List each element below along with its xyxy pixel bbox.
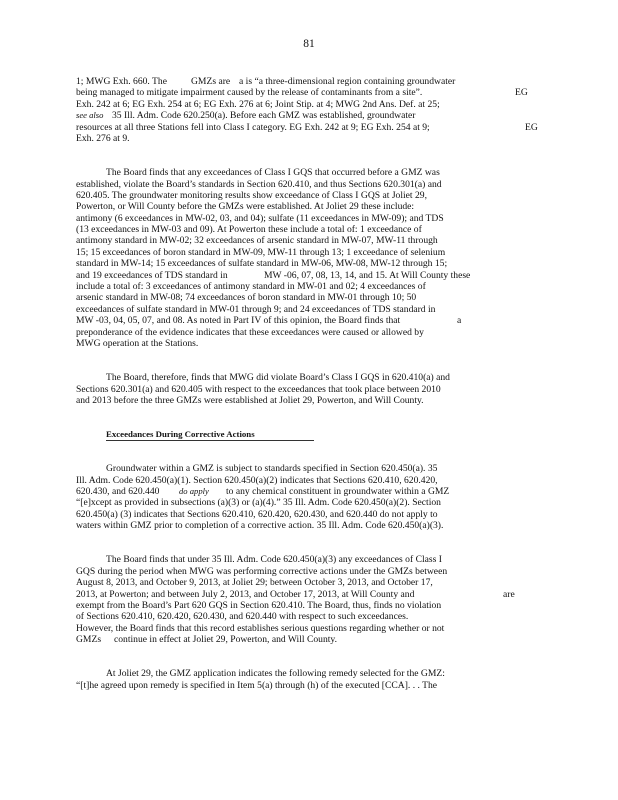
text-fragment: waters within GMZ prior to completion of a corrective action. 35 Ill. Adm. Code 620.450(a)(3).: [76, 520, 444, 532]
text-fragment: 620.450(a) (3) indicates that Sections 620.410, 620.420, 620.430, and 620.440 do not apply to: [76, 508, 438, 520]
text-fragment: 620.405. The groundwater monitoring results show exceedance of Class I GQS at Joliet 29,: [76, 189, 427, 201]
paragraph-6: [76, 668, 546, 691]
text-line: [76, 634, 546, 645]
text-fragment: arsenic standard in MW-08; 74 exceedances of boron standard in MW-01 through 10; 50: [76, 292, 417, 304]
text-line: [76, 520, 546, 531]
text-line: [76, 463, 546, 474]
text-fragment: The Board finds that any exceedances of Class I GQS that occurred before a GMZ was: [106, 167, 440, 179]
text-line: [76, 372, 546, 383]
italic-fragment: see also: [76, 110, 104, 121]
text-line: [76, 611, 546, 622]
text-fragment: being managed to mitigate impairment caused by the release of contaminants from a site”.: [76, 87, 423, 99]
text-line: [76, 190, 546, 201]
text-fragment: are: [503, 588, 515, 600]
text-line: [76, 395, 546, 406]
text-line: [76, 224, 546, 235]
text-line: [76, 668, 546, 679]
heading-underline: [106, 440, 314, 441]
text-fragment: GMZs are: [191, 76, 231, 87]
text-fragment: include a total of: 3 exceedances of antimony standard in MW-01 and 02; 4 exceedances of: [76, 281, 426, 293]
body-text: [76, 76, 546, 691]
text-fragment: continue in effect at Joliet 29, Powerton, and Will County.: [114, 634, 337, 646]
text-fragment: 35 Ill. Adm. Code 620.250(a). Before each GMZ was established, groundwater: [112, 110, 416, 122]
text-fragment: antimony standard in MW-02; 32 exceedances of arsenic standard in MW-07, MW-11 through: [76, 235, 438, 247]
text-line: [76, 213, 546, 224]
text-fragment: 1; MWG Exh. 660. The: [76, 76, 167, 87]
text-line: [76, 577, 546, 588]
paragraph-2: [76, 167, 546, 349]
text-line: [76, 589, 546, 600]
text-fragment: GQS during the period when MWG was performing corrective actions under the GMZs between: [76, 565, 448, 577]
text-line: [76, 315, 546, 326]
text-fragment: 620.430, and 620.440: [76, 486, 160, 498]
text-fragment: At Joliet 29, the GMZ application indicates the following remedy selected for the GMZ:: [106, 668, 445, 680]
section-heading-text: Exceedances During Corrective Actions: [106, 429, 255, 440]
text-fragment: of Sections 620.410, 620.420, 620.430, and 620.440 with respect to such exceedances.: [76, 611, 409, 623]
text-line: [76, 247, 546, 258]
text-line: [76, 327, 546, 338]
paragraph-5: [76, 554, 546, 645]
text-fragment: The Board, therefore, finds that MWG did violate Board’s Class I GQS in 620.410(a) and: [106, 372, 450, 384]
text-fragment: Sections 620.301(a) and 620.405 with respect to the exceedances that took place between 2010: [76, 383, 441, 395]
text-line: [76, 623, 546, 634]
text-line: [76, 338, 546, 349]
text-line: [76, 76, 546, 87]
text-line: [76, 258, 546, 269]
text-line: [76, 167, 546, 178]
text-fragment: a: [457, 315, 462, 327]
text-fragment: August 8, 2013, and October 9, 2013, at Joliet 29; between October 3, 2013, and October 17,: [76, 577, 433, 589]
text-line: [76, 201, 546, 212]
text-fragment: established, violate the Board’s standards in Section 620.410, and thus Sections 620.301(a) and: [76, 178, 442, 190]
italic-fragment: do apply: [179, 486, 209, 497]
text-fragment: GMZs: [76, 634, 102, 646]
text-line: [76, 87, 546, 98]
text-line: [76, 566, 546, 577]
text-fragment: to any chemical constituent in groundwater within a GMZ: [226, 486, 450, 498]
paragraph-1: [76, 76, 546, 144]
text-fragment: resources at all three Stations fell into Class I category. EG Exh. 242 at 9; EG Exh. 254 at 9;: [76, 121, 430, 133]
text-fragment: MW -03, 04, 05, 07, and 08. As noted in Part IV of this opinion, the Board finds that: [76, 315, 401, 327]
text-line: [76, 497, 546, 508]
text-fragment: Exh. 276 at 9.: [76, 132, 130, 144]
text-fragment: MWG operation at the Stations.: [76, 337, 199, 349]
paragraph-3: [76, 372, 546, 406]
text-fragment: preponderance of the evidence indicates that these exceedances were caused or allowed by: [76, 326, 424, 338]
text-line: [76, 133, 546, 144]
text-fragment: Ill. Adm. Code 620.450(a)(1). Section 620.450(a)(2) indicates that Sections 620.410, 620.420,: [76, 474, 438, 486]
text-line: [76, 600, 546, 611]
paragraph-4: [76, 463, 546, 531]
text-fragment: MW -06, 07, 08, 13, 14, and 15. At Will County these: [264, 269, 471, 281]
text-fragment: a is “a three-dimensional region containing groundwater: [239, 76, 456, 87]
text-fragment: Groundwater within a GMZ is subject to standards specified in Section 620.450(a). 35: [106, 463, 438, 475]
text-fragment: “[e]xcept as provided in subsections (a)(3) or (a)(4).” 35 Ill. Adm. Code 620.450(a)(2). Section: [76, 497, 441, 509]
text-fragment: exceedances of sulfate standard in MW-01 through 9; and 24 exceedances of TDS standard in: [76, 303, 436, 315]
text-fragment: and 19 exceedances of TDS standard in: [76, 269, 228, 281]
text-fragment: 2013, at Powerton; and between July 2, 2013, and October 17, 2013, at Will County and: [76, 588, 415, 600]
text-fragment: antimony (6 exceedances in MW-02, 03, and 04); sulfate (11 exceedances in MW-09); and TDS: [76, 212, 444, 224]
text-line: [76, 486, 546, 497]
text-line: [76, 179, 546, 190]
text-line: [76, 475, 546, 486]
text-line: [76, 99, 546, 110]
text-line: [76, 304, 546, 315]
page-number: 81: [303, 38, 315, 50]
text-fragment: exempt from the Board’s Part 620 GQS in Section 620.410. The Board, thus, finds no violation: [76, 599, 442, 611]
text-line: [76, 509, 546, 520]
text-fragment: standard in MW-14; 15 exceedances of sulfate standard in MW-06, MW-08, MW-12 through 15;: [76, 258, 448, 270]
text-fragment: EG: [525, 121, 538, 133]
text-fragment: “[t]he agreed upon remedy is specified in Item 5(a) through (h) of the executed [CCA]. . . The: [76, 679, 438, 691]
text-line: [76, 281, 546, 292]
text-fragment: However, the Board finds that this record establishes serious questions regarding whether or not: [76, 622, 445, 634]
text-line: [76, 122, 546, 133]
text-line: [76, 292, 546, 303]
text-fragment: 15; 15 exceedances of boron standard in MW-09, MW-11 through 13; 1 exceedance of selenium: [76, 246, 446, 258]
text-fragment: and 2013 before the three GMZs were established at Joliet 29, Powerton, and Will County.: [76, 394, 424, 406]
text-line: [76, 270, 546, 281]
text-line: [76, 110, 546, 121]
text-line: [76, 384, 546, 395]
text-fragment: EG: [515, 87, 528, 99]
text-fragment: The Board finds that under 35 Ill. Adm. Code 620.450(a)(3) any exceedances of Class I: [106, 554, 442, 566]
text-fragment: Exh. 242 at 6; EG Exh. 254 at 6; EG Exh. 276 at 6; Joint Stip. at 4; MWG 2nd Ans. Def. at 25;: [76, 98, 440, 110]
text-fragment: Powerton, or Will County before the GMZs were established. At Joliet 29 these include:: [76, 201, 415, 213]
section-heading: [76, 429, 546, 440]
text-line: [76, 235, 546, 246]
text-line: [76, 554, 546, 565]
text-line: [76, 680, 546, 691]
text-fragment: (13 exceedances in MW-03 and 09). At Powerton these include a total of: 1 exceedance of: [76, 224, 422, 236]
